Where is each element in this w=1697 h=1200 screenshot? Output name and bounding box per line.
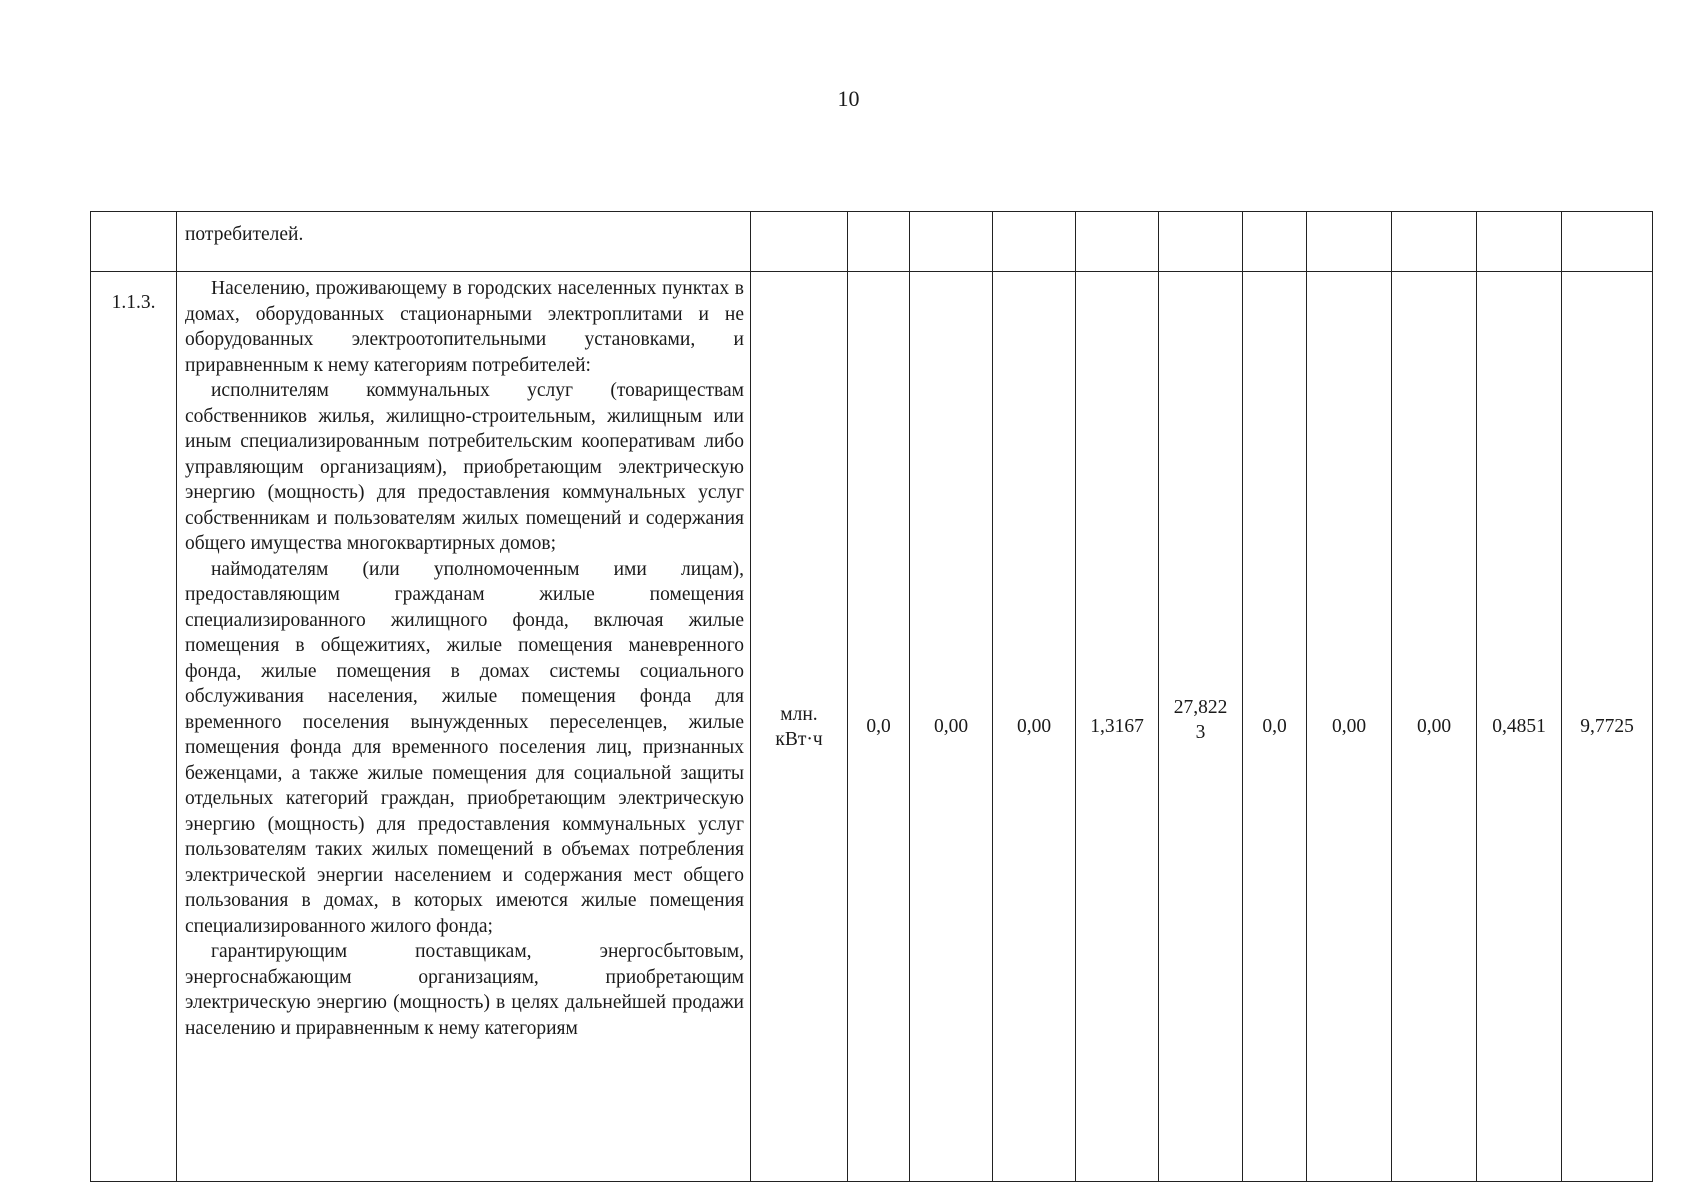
value-cell-8	[1392, 272, 1477, 1182]
value-cell-7	[1307, 272, 1392, 1182]
row-number-cell	[91, 212, 177, 272]
description-paragraph-3: наймодателям (или уполномоченным ими лицам), предоставляющим гражданам жилые помещения специализированного жилищного фонда, включая жилые помещения в общежитиях, жилые помещения маневренного фонда, жилые помещения в домах системы социального обслуживания населения, жилые помещения фонда для временного поселения вынужденных переселенцев, жилые помещения фонда для временного поселения лиц, признанных беженцами, а также жилые помещения для социальной защиты отдельных категорий граждан, приобретающим электрическую энергию (мощность) для предоставления коммунальных услуг пользователям таких жилых помещений в объемах потребления электрической энергии населением и содержания мест общего пользования в домах, в которых имеются жилые помещения специализированного жилого фонда;	[185, 558, 744, 937]
value-6: 0,0	[1262, 715, 1287, 737]
table-row-1-1-3	[91, 272, 1653, 1182]
value-8: 0,00	[1416, 715, 1452, 737]
unit-line-2: кВт·ч	[775, 728, 823, 750]
data-table	[90, 211, 1653, 1182]
value-cell-10	[1562, 272, 1653, 1182]
unit-cell	[751, 272, 848, 1182]
value-4: 1,3167	[1090, 715, 1144, 737]
description-cell	[177, 272, 751, 1182]
value-cell	[1243, 212, 1307, 272]
value-cell-1	[848, 272, 910, 1182]
value-cell	[993, 212, 1076, 272]
value-10: 9,7725	[1580, 715, 1634, 737]
value-9: 0,4851	[1492, 715, 1546, 737]
value-cell	[1562, 212, 1653, 272]
description-paragraph-1: Населению, проживающему в городских населенных пунктах в домах, оборудованных стационарными электроплитами и не оборудованных электроотопительными установками, и приравненным к нему категориям потребителей:	[185, 278, 744, 376]
value-7: 0,00	[1331, 715, 1367, 737]
value-cell	[1159, 212, 1243, 272]
value-1: 0,0	[866, 715, 891, 737]
value-cell-5	[1159, 272, 1243, 1182]
value-cell-2	[910, 272, 993, 1182]
value-cell	[848, 212, 910, 272]
unit-line-1: млн.	[780, 703, 818, 725]
value-5: 27,8223	[1173, 697, 1228, 744]
value-cell-3	[993, 272, 1076, 1182]
value-cell	[910, 212, 993, 272]
description-paragraph-2: исполнителям коммунальных услуг (товариществам собственников жилья, жилищно-строительным, жилищным или иным специализированным потребительским кооперативам либо управляющим организациям), приобретающим электрическую энергию (мощность) для предоставления коммунальных услуг собственникам и пользователям жилых помещений и содержания общего имущества многоквартирных домов;	[185, 380, 744, 554]
value-cell	[1392, 212, 1477, 272]
description-paragraph-4: гарантирующим поставщикам, энергосбытовым, энергоснабжающим организациям, приобретающим электрическую энергию (мощность) в целях дальнейшей продажи населению и приравненным к нему категориям	[185, 941, 744, 1039]
table-row-continuation	[91, 212, 1653, 272]
unit-cell	[751, 212, 848, 272]
value-cell	[1477, 212, 1562, 272]
value-cell-4	[1076, 272, 1159, 1182]
value-cell-9	[1477, 272, 1562, 1182]
page-number: 10	[837, 86, 860, 111]
value-cell-6	[1243, 272, 1307, 1182]
value-cell	[1076, 212, 1159, 272]
description-cell: потребителей.	[177, 212, 751, 272]
row-number-cell: 1.1.3.	[91, 272, 177, 1182]
value-3: 0,00	[1016, 715, 1052, 737]
value-2: 0,00	[933, 715, 969, 737]
value-cell	[1307, 212, 1392, 272]
